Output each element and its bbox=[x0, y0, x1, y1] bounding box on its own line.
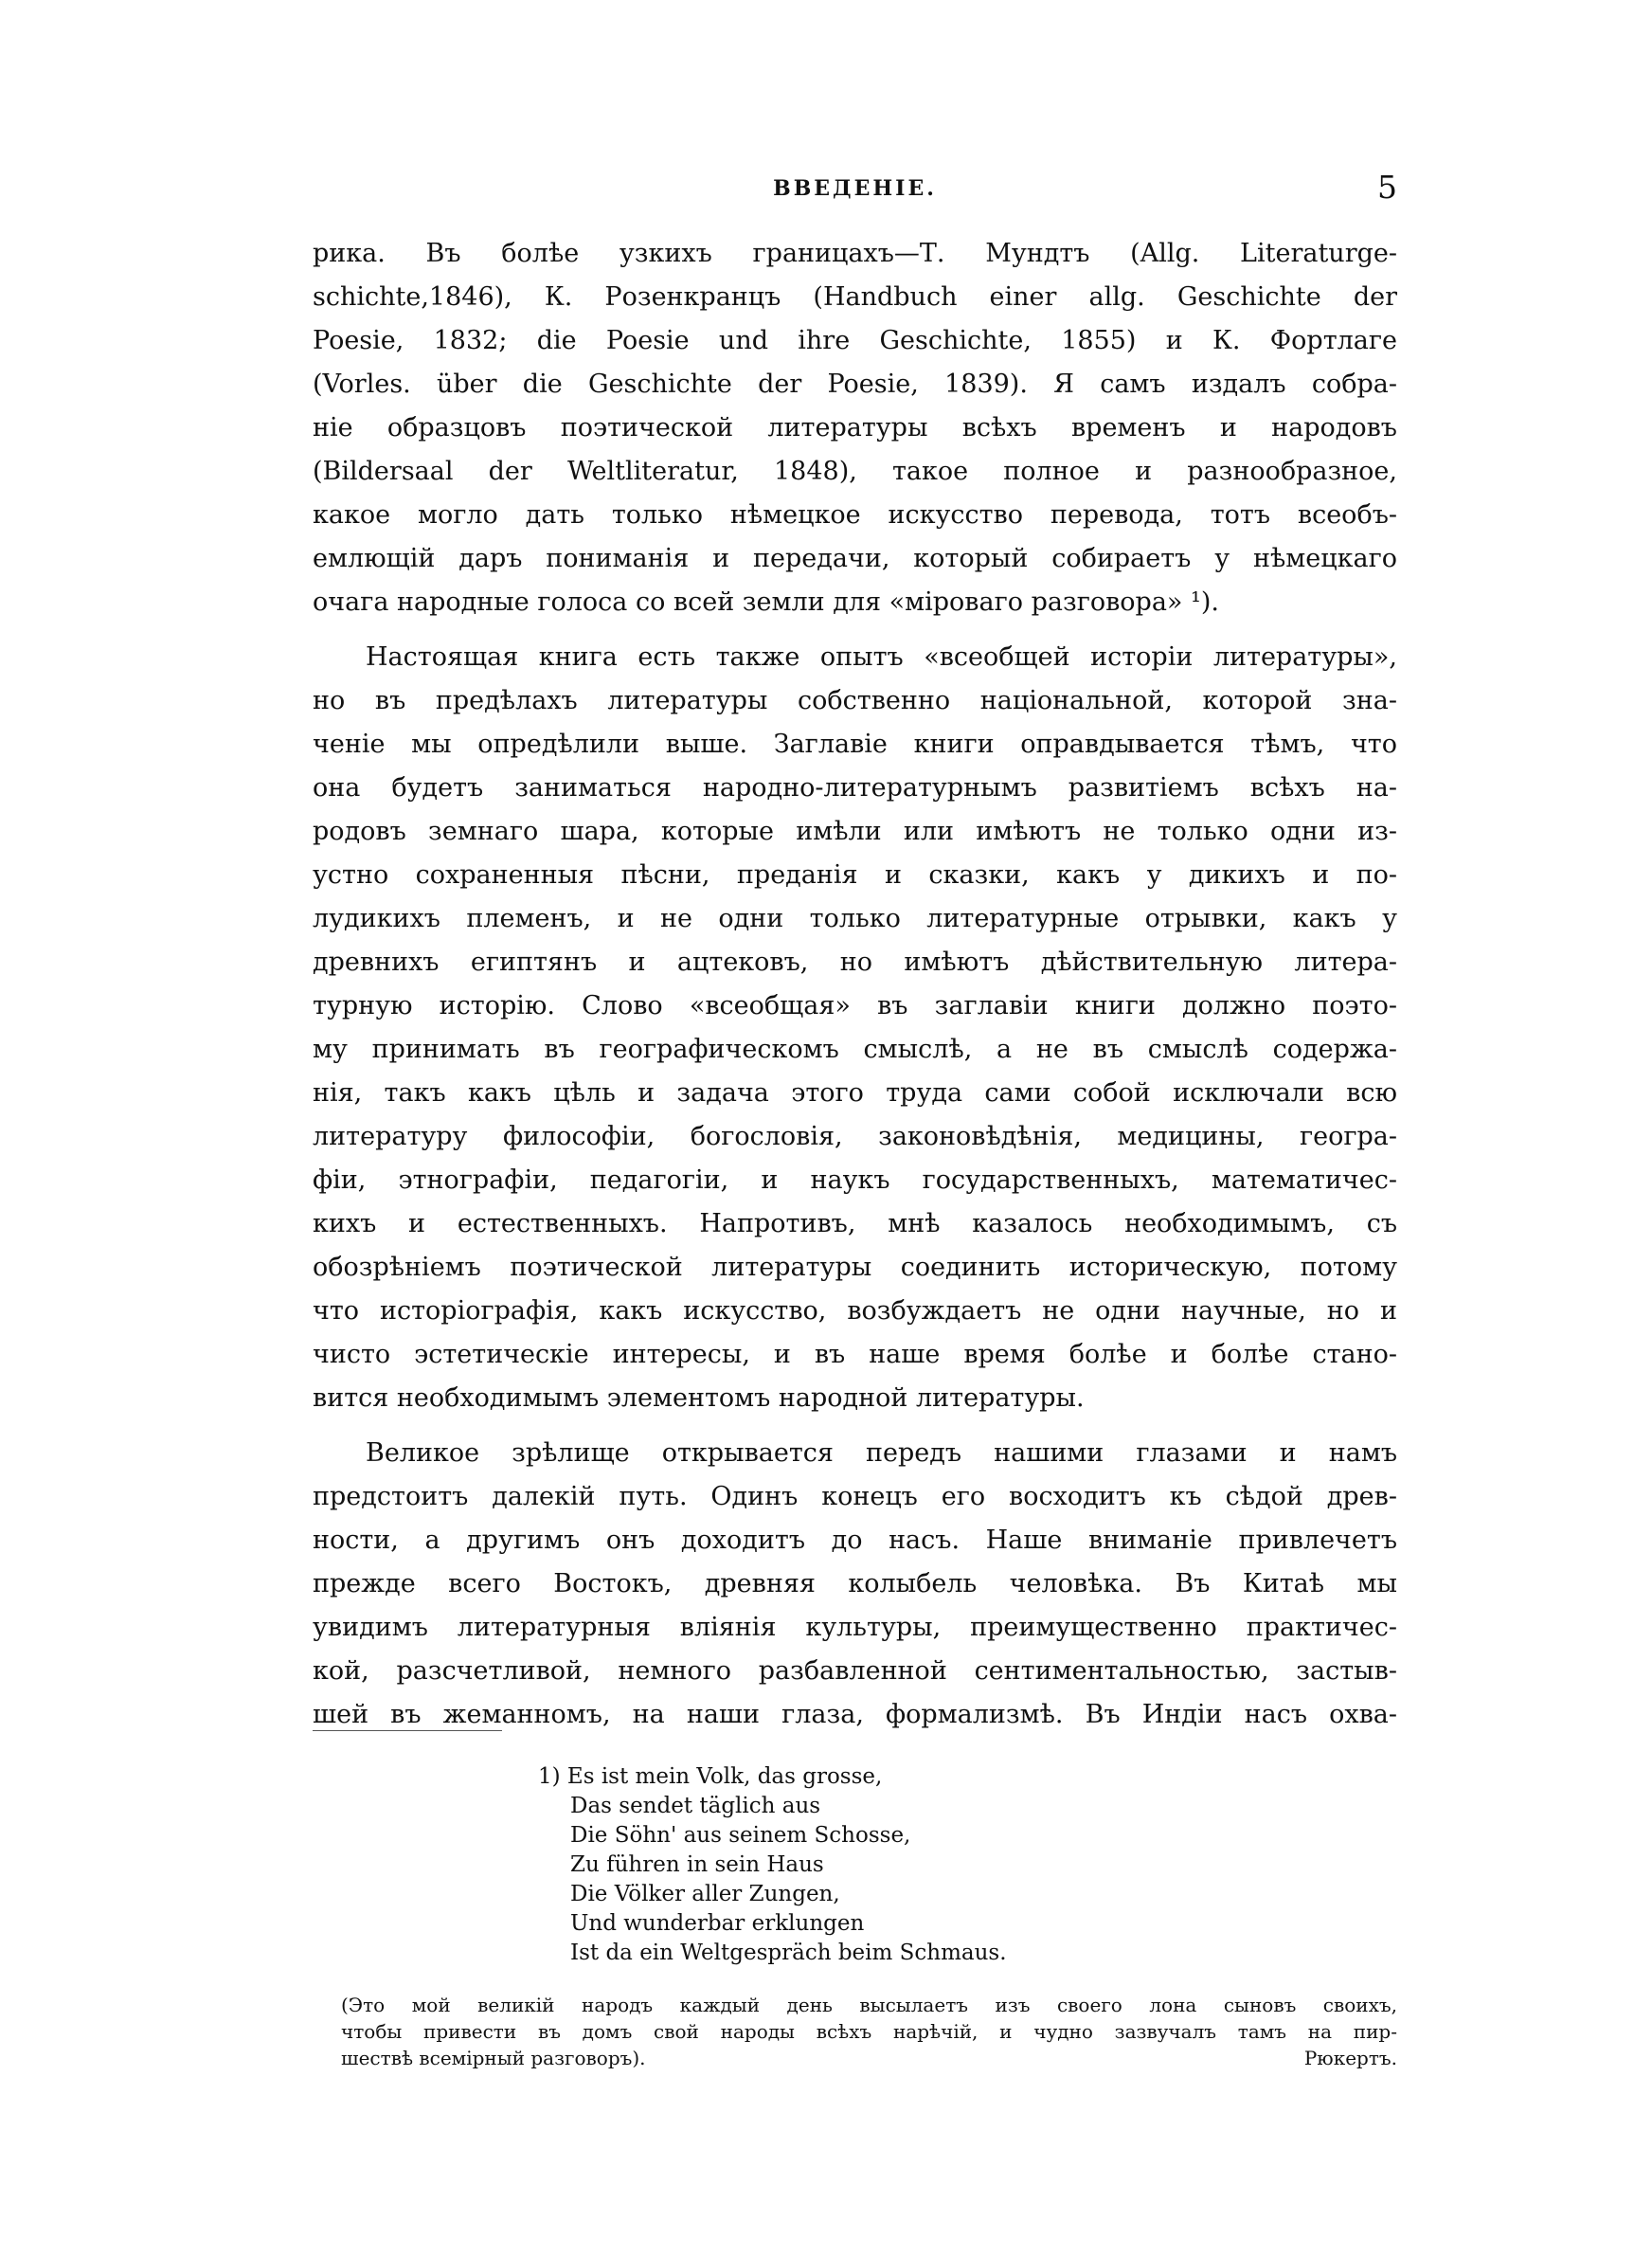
text-line: Великое зрѣлище открывается передъ нашими глазами и намъ bbox=[366, 1438, 1397, 1468]
poem-line: Ist da ein Weltgespräch beim Schmaus. bbox=[570, 1941, 1007, 1965]
text-line: очага народные голоса со всей земли для «міроваго разговора» ¹). bbox=[313, 587, 1219, 617]
poem-line: 1) Es ist mein Volk, das grosse, bbox=[538, 1764, 883, 1789]
text-line: шей въ жеманномъ, на наши глаза, формализмѣ. Въ Индіи насъ охва- bbox=[313, 1700, 1397, 1729]
page-number: 5 bbox=[1377, 169, 1397, 206]
text-line: Poesie, 1832; die Poesie und ihre Geschichte, 1855) и К. Фортлаге bbox=[313, 326, 1397, 355]
text-line: ніе образцовъ поэтической литературы всѣхъ временъ и народовъ bbox=[313, 413, 1397, 442]
text-line: родовъ земнаго шара, которые имѣли или имѣютъ не только одни из- bbox=[313, 817, 1397, 846]
poem-line: Zu führen in sein Haus bbox=[570, 1852, 824, 1877]
paragraph-3 bbox=[313, 1432, 1397, 1737]
text-line: (Bildersaal der Weltliteratur, 1848), такое полное и разнообразное, bbox=[313, 457, 1397, 486]
text-line: устно сохраненныя пѣсни, преданія и сказки, какъ у дикихъ и по- bbox=[313, 860, 1397, 890]
footnote-divider bbox=[313, 1730, 502, 1731]
paragraph-2 bbox=[313, 636, 1397, 1420]
text-line: но въ предѣлахъ литературы собственно національной, которой зна- bbox=[313, 686, 1397, 715]
text-line: нія, такъ какъ цѣль и задача этого труда сами собой исключали всю bbox=[313, 1078, 1397, 1108]
text-line: кой, разсчетливой, немного разбавленной сентиментальностью, застыв- bbox=[313, 1656, 1397, 1686]
poem-line: Die Söhn' aus seinem Schosse, bbox=[570, 1823, 911, 1848]
text-line: что исторіографія, какъ искусство, возбуждаетъ не одни научные, но и bbox=[313, 1296, 1397, 1326]
body-text bbox=[313, 232, 1397, 1748]
running-title: ВВЕДЕНІЕ. bbox=[773, 176, 937, 201]
text-line: турную исторію. Слово «всеобщая» въ заглавіи книги должно поэто- bbox=[313, 991, 1397, 1020]
text-line: лудикихъ племенъ, и не одни только литературные отрывки, какъ у bbox=[313, 904, 1397, 933]
attribution-author: Рюкертъ. bbox=[1303, 2047, 1397, 2069]
text-line: Настоящая книга есть также опытъ «всеобщей исторіи литературы», bbox=[366, 642, 1397, 672]
text-line: емлющій даръ пониманія и передачи, который собираетъ у нѣмецкаго bbox=[313, 544, 1397, 573]
running-head bbox=[313, 169, 1397, 207]
translation-line: чтобы привести въ домъ свой народы всѣхъ нарѣчій, и чудно зазвучалъ тамъ на пир- bbox=[341, 2020, 1397, 2043]
poem-line: Das sendet täglich aus bbox=[570, 1794, 821, 1818]
text-line: какое могло дать только нѣмецкое искусство перевода, тотъ всеобъ- bbox=[313, 500, 1397, 530]
text-line: му принимать въ географическомъ смыслѣ, а не въ смыслѣ содержа- bbox=[313, 1035, 1397, 1064]
text-line: литературу философіи, богословія, законовѣдѣнія, медицины, геогра- bbox=[313, 1122, 1397, 1151]
text-line: увидимъ литературныя вліянія культуры, преимущественно практичес- bbox=[313, 1613, 1397, 1642]
paragraph-1 bbox=[313, 232, 1397, 624]
footnote-poem bbox=[538, 1762, 1106, 1968]
text-line: (Vorles. über die Geschichte der Poesie, 1839). Я самъ издалъ собра- bbox=[313, 370, 1397, 399]
text-line: schichte,1846), К. Розенкранцъ (Handbuch einer allg. Geschichte der bbox=[313, 282, 1397, 312]
text-line: ности, а другимъ онъ доходитъ до насъ. Наше вниманіе привлечетъ bbox=[313, 1526, 1397, 1555]
poem-line: Die Völker aller Zungen, bbox=[570, 1882, 840, 1906]
footnote-translation bbox=[341, 1992, 1397, 2071]
text-line: обозрѣніемъ поэтической литературы соединить историческую, потому bbox=[313, 1253, 1397, 1282]
translation-last-line bbox=[341, 2045, 1397, 2071]
text-line: чисто эстетическіе интересы, и въ наше время болѣе и болѣе стано- bbox=[313, 1340, 1397, 1369]
translation-line: шествѣ всемірный разговоръ). bbox=[341, 2047, 646, 2069]
text-line: она будетъ заниматься народно-литературнымъ развитіемъ всѣхъ на- bbox=[313, 773, 1397, 803]
translation-line: (Это мой великій народъ каждый день высылаетъ изъ своего лона сыновъ своихъ, bbox=[341, 1994, 1397, 2016]
text-line: фіи, этнографіи, педагогіи, и наукъ государственныхъ, математичес- bbox=[313, 1165, 1397, 1195]
text-line: предстоитъ далекій путь. Одинъ конецъ его восходитъ къ сѣдой древ- bbox=[313, 1482, 1397, 1511]
text-line: вится необходимымъ элементомъ народной литературы. bbox=[313, 1383, 1085, 1413]
text-line: рика. Въ болѣе узкихъ границахъ—Т. Мундтъ (Allg. Literaturge- bbox=[313, 239, 1397, 268]
poem-line: Und wunderbar erklungen bbox=[570, 1911, 865, 1936]
text-line: кихъ и естественныхъ. Напротивъ, мнѣ казалось необходимымъ, съ bbox=[313, 1209, 1397, 1238]
text-line: прежде всего Востокъ, древняя колыбель человѣка. Въ Китаѣ мы bbox=[313, 1569, 1397, 1598]
text-line: ченіе мы опредѣлили выше. Заглавіе книги оправдывается тѣмъ, что bbox=[313, 730, 1397, 759]
text-line: древнихъ египтянъ и ацтековъ, но имѣютъ дѣйствительную литера- bbox=[313, 948, 1397, 977]
